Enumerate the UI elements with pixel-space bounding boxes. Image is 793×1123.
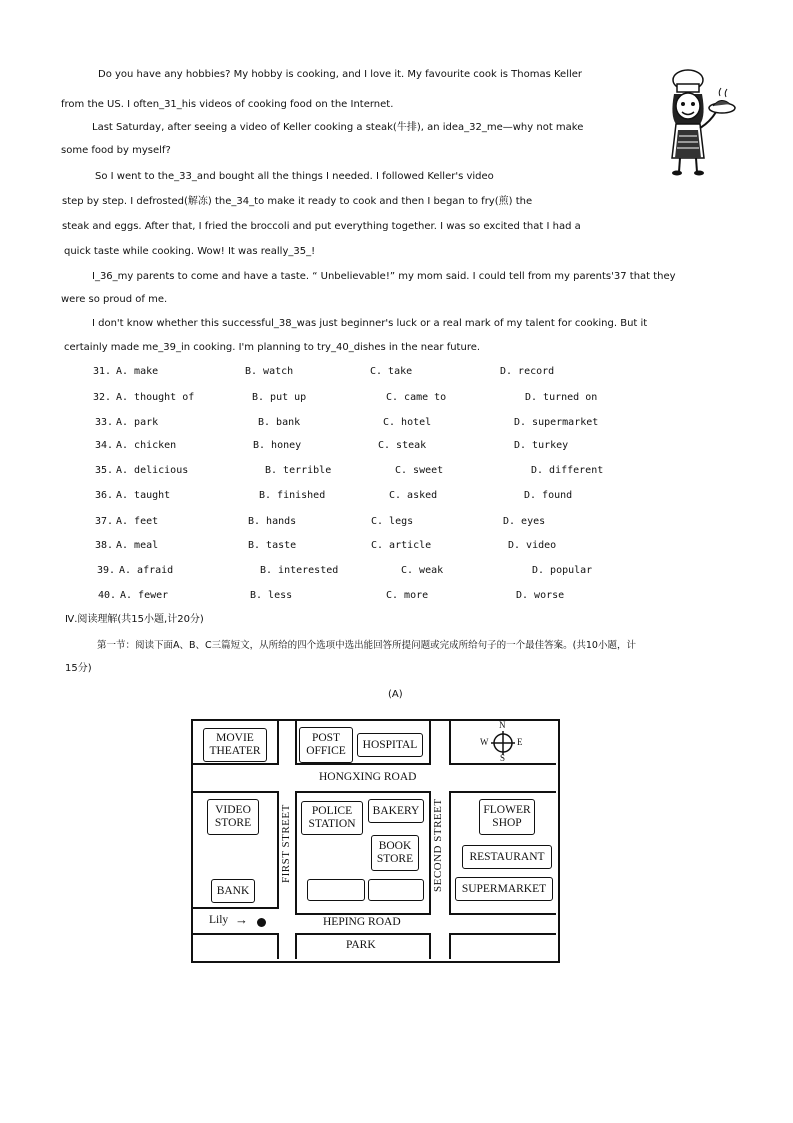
passage-line-6: step by step. I defrosted(解冻) the_34_to make it ready to cook and then I began to fry(煎) the bbox=[62, 196, 533, 207]
section-heading: Ⅳ.阅读理解(共15小题,计20分) bbox=[65, 614, 204, 625]
option-a: A. park bbox=[116, 417, 159, 428]
post-office: POST OFFICE bbox=[299, 727, 353, 763]
option-a: A. feet bbox=[116, 516, 159, 527]
passage-line-5: So I went to the_33_and bought all the things I needed. I followed Keller's video bbox=[95, 171, 494, 182]
supermarket: SUPERMARKET bbox=[455, 877, 553, 901]
bakery: BAKERY bbox=[368, 799, 424, 823]
option-d: D. eyes bbox=[503, 516, 546, 527]
option-b: B. taste bbox=[248, 540, 297, 551]
option-c: C. weak bbox=[401, 565, 444, 576]
option-b: B. bank bbox=[258, 417, 301, 428]
option-c: C. steak bbox=[378, 440, 427, 451]
bank: BANK bbox=[211, 879, 255, 903]
option-c: C. take bbox=[370, 366, 413, 377]
option-d: D. worse bbox=[516, 590, 565, 601]
option-d: D. turned on bbox=[525, 392, 598, 403]
movie-theater: MOVIE THEATER bbox=[203, 728, 267, 762]
section-instruction-line-1: 第一节：阅读下面A、B、C三篇短文，从所给的四个选项中选出能回答所提问题或完成所给句子的一个最佳答案。(共10小题，计 bbox=[97, 640, 636, 651]
question-number: 36. bbox=[95, 490, 114, 501]
passage-line-9: I_36_my parents to come and have a taste. “ Unbelievable!” my mom said. I could tell from my parents'37 that they bbox=[92, 271, 676, 282]
unnamed-building-2 bbox=[368, 879, 424, 901]
passage-line-7: steak and eggs. After that, I fried the broccoli and put everything together. I was so excited that I had a bbox=[62, 221, 581, 232]
lily-position-dot bbox=[257, 918, 266, 927]
passage-line-8: quick taste while cooking. Wow! It was really_35_! bbox=[64, 246, 316, 257]
compass-west: W bbox=[480, 737, 489, 747]
question-number: 40. bbox=[98, 590, 117, 601]
option-c: C. more bbox=[386, 590, 429, 601]
option-d: D. different bbox=[531, 465, 604, 476]
book-store: BOOK STORE bbox=[371, 835, 419, 871]
first-street-label: FIRST STREET bbox=[280, 804, 292, 884]
block-bottom-right bbox=[449, 933, 556, 959]
option-b: B. interested bbox=[260, 565, 339, 576]
video-store: VIDEO STORE bbox=[207, 799, 259, 835]
question-number: 31. bbox=[93, 366, 112, 377]
police-station: POLICE STATION bbox=[301, 801, 363, 835]
option-a: A. thought of bbox=[116, 392, 195, 403]
option-d: D. supermarket bbox=[514, 417, 599, 428]
option-a: A. meal bbox=[116, 540, 159, 551]
passage-line-3: Last Saturday, after seeing a video of Keller cooking a steak(牛排), an idea_32_me—why not make bbox=[92, 122, 584, 133]
unnamed-building-1 bbox=[307, 879, 365, 901]
option-c: C. hotel bbox=[383, 417, 432, 428]
option-b: B. hands bbox=[248, 516, 297, 527]
park-label: PARK bbox=[346, 939, 376, 951]
passage-line-1: Do you have any hobbies? My hobby is cooking, and I love it. My favourite cook is Thomas Keller bbox=[98, 69, 583, 80]
hongxing-road-label: HONGXING ROAD bbox=[319, 771, 417, 783]
option-b: B. less bbox=[250, 590, 293, 601]
option-a: A. delicious bbox=[116, 465, 189, 476]
passage-line-11: I don't know whether this successful_38_was just beginner's luck or a real mark of my talent for cooking. But it bbox=[92, 318, 648, 329]
option-d: D. found bbox=[524, 490, 573, 501]
block-bottom-left bbox=[193, 933, 279, 959]
question-number: 35. bbox=[95, 465, 114, 476]
arrow-right-icon: → bbox=[235, 912, 248, 927]
option-c: C. article bbox=[371, 540, 432, 551]
passage-line-10: were so proud of me. bbox=[61, 294, 168, 305]
option-c: C. sweet bbox=[395, 465, 444, 476]
flower-shop: FLOWER SHOP bbox=[479, 799, 535, 835]
passage-line-2: from the US. I often_31_his videos of cooking food on the Internet. bbox=[61, 99, 394, 110]
compass-south: S bbox=[500, 753, 506, 763]
second-street-label: SECOND STREET bbox=[432, 798, 444, 892]
compass-north: N bbox=[499, 720, 506, 730]
option-b: B. terrible bbox=[265, 465, 332, 476]
question-number: 34. bbox=[95, 440, 114, 451]
question-number: 33. bbox=[95, 417, 114, 428]
heping-road-label: HEPING ROAD bbox=[323, 916, 401, 928]
option-a: A. chicken bbox=[116, 440, 177, 451]
option-a: A. afraid bbox=[119, 565, 174, 576]
option-a: A. fewer bbox=[120, 590, 169, 601]
question-number: 32. bbox=[93, 392, 112, 403]
street-map bbox=[191, 719, 560, 963]
option-b: B. finished bbox=[259, 490, 326, 501]
option-c: C. came to bbox=[386, 392, 447, 403]
question-number: 39. bbox=[97, 565, 116, 576]
passage-line-4: some food by myself? bbox=[61, 145, 171, 156]
option-b: B. put up bbox=[252, 392, 307, 403]
option-c: C. asked bbox=[389, 490, 438, 501]
option-d: D. record bbox=[500, 366, 555, 377]
passage-line-12: certainly made me_39_in cooking. I'm planning to try_40_dishes in the near future. bbox=[64, 342, 481, 353]
option-c: C. legs bbox=[371, 516, 414, 527]
option-a: A. taught bbox=[116, 490, 171, 501]
option-d: D. popular bbox=[532, 565, 593, 576]
option-a: A. make bbox=[116, 366, 159, 377]
section-instruction-line-2: 15分) bbox=[65, 663, 92, 674]
option-d: D. turkey bbox=[514, 440, 569, 451]
cooking-girl-illustration bbox=[658, 66, 738, 178]
compass-east: E bbox=[517, 737, 523, 747]
option-b: B. watch bbox=[245, 366, 294, 377]
restaurant: RESTAURANT bbox=[462, 845, 552, 869]
question-number: 38. bbox=[95, 540, 114, 551]
option-d: D. video bbox=[508, 540, 557, 551]
question-number: 37. bbox=[95, 516, 114, 527]
lily-label: Lily bbox=[209, 914, 229, 926]
hospital: HOSPITAL bbox=[357, 733, 423, 757]
passage-label: (A) bbox=[388, 689, 403, 700]
option-b: B. honey bbox=[253, 440, 302, 451]
